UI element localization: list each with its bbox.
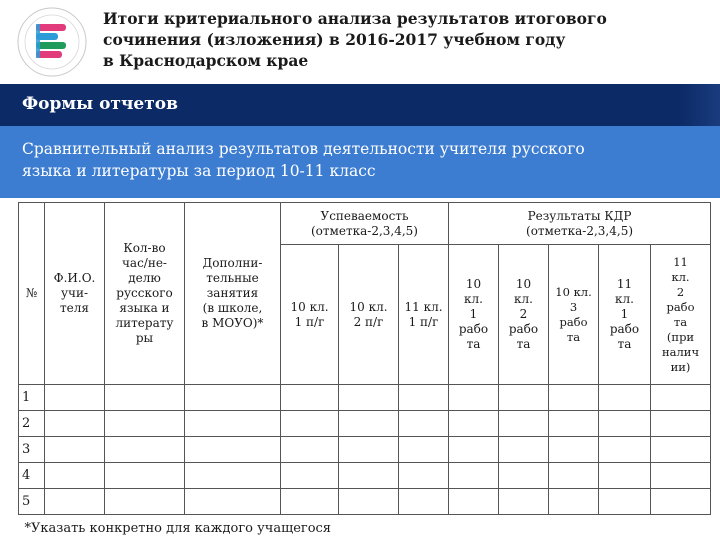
success-col-header: 10 кл. 1 п/г	[281, 245, 339, 385]
header-title-line: сочинения (изложения) в 2016-2017 учебном году	[103, 30, 566, 49]
report-table-area	[0, 202, 720, 540]
table-cell	[185, 463, 281, 489]
table-cell	[549, 463, 599, 489]
band-shade	[680, 84, 720, 126]
table-cell	[281, 385, 339, 411]
table-cell	[399, 411, 449, 437]
table-cell	[651, 489, 711, 515]
row-number: 1	[19, 385, 45, 411]
table-cell	[599, 489, 651, 515]
success-col-header: 10 кл. 2 п/г	[339, 245, 399, 385]
table-cell	[549, 437, 599, 463]
header-title-line: в Краснодарском крае	[103, 51, 309, 70]
table-cell	[399, 463, 449, 489]
subtitle-line: Сравнительный анализ результатов деятельности учителя русского	[22, 140, 585, 158]
table-cell	[449, 463, 499, 489]
table-row	[19, 411, 711, 437]
kdr-col-header: 10 кл. 3 рабо та	[549, 245, 599, 385]
table-cell	[105, 463, 185, 489]
table-cell	[105, 437, 185, 463]
table-cell	[449, 437, 499, 463]
institute-logo-icon	[16, 6, 88, 78]
report-table	[18, 202, 711, 540]
table-cell	[185, 489, 281, 515]
row-number: 2	[19, 411, 45, 437]
col-fio-header: Ф.И.О. учи- теля	[45, 203, 105, 385]
table-cell	[549, 385, 599, 411]
row-number: 3	[19, 437, 45, 463]
table-cell	[185, 411, 281, 437]
table-cell	[499, 437, 549, 463]
kdr-col-header: 11 кл. 2 рабо та (при налич ии)	[651, 245, 711, 385]
col-hours-header: Кол-во час/не- делю русского языка и литерату ры	[105, 203, 185, 385]
slide-header	[0, 0, 720, 82]
table-cell	[499, 463, 549, 489]
table-cell	[45, 411, 105, 437]
table-cell	[599, 411, 651, 437]
section-title: Формы отчетов	[22, 94, 178, 114]
kdr-col-header: 10 кл. 2 рабо та	[499, 245, 549, 385]
table-row	[19, 489, 711, 515]
footnote: *Указать конкретно для каждого учащегося	[19, 515, 711, 540]
table-cell	[651, 437, 711, 463]
table-cell	[651, 385, 711, 411]
table-cell	[599, 463, 651, 489]
table-cell	[185, 437, 281, 463]
header-title	[103, 8, 703, 71]
table-cell	[45, 385, 105, 411]
table-cell	[399, 489, 449, 515]
row-number: 5	[19, 489, 45, 515]
success-col-header: 11 кл. 1 п/г	[399, 245, 449, 385]
table-cell	[339, 385, 399, 411]
subtitle-line: языка и литературы за период 10-11 класс	[22, 162, 376, 180]
footnote-row	[19, 515, 711, 540]
kdr-col-header: 10 кл. 1 рабо та	[449, 245, 499, 385]
col-number-header: №	[19, 203, 45, 385]
table-row	[19, 385, 711, 411]
table-row	[19, 463, 711, 489]
header-row-groups	[19, 203, 711, 245]
table-cell	[449, 385, 499, 411]
group-kdr-header: Результаты КДР (отметка-2,3,4,5)	[449, 203, 711, 245]
header-title-line: Итоги критериального анализа результатов итогового	[103, 9, 607, 28]
table-cell	[449, 489, 499, 515]
table-cell	[45, 463, 105, 489]
table-cell	[281, 437, 339, 463]
table-cell	[499, 411, 549, 437]
table-cell	[105, 489, 185, 515]
subtitle-text	[22, 138, 702, 182]
table-cell	[549, 411, 599, 437]
table-cell	[599, 385, 651, 411]
table-cell	[599, 437, 651, 463]
table-cell	[185, 385, 281, 411]
col-extra-header: Дополни- тельные занятия (в школе, в МОУО)*	[185, 203, 281, 385]
row-number: 4	[19, 463, 45, 489]
table-cell	[45, 489, 105, 515]
table-cell	[339, 463, 399, 489]
table-cell	[281, 489, 339, 515]
table-cell	[281, 411, 339, 437]
table-cell	[399, 385, 449, 411]
table-cell	[399, 437, 449, 463]
table-cell	[105, 411, 185, 437]
table-cell	[339, 437, 399, 463]
table-cell	[105, 385, 185, 411]
table-cell	[45, 437, 105, 463]
table-cell	[549, 489, 599, 515]
table-cell	[499, 385, 549, 411]
table-row	[19, 437, 711, 463]
table-cell	[339, 489, 399, 515]
table-cell	[499, 489, 549, 515]
table-cell	[281, 463, 339, 489]
table-cell	[651, 463, 711, 489]
kdr-col-header: 11 кл. 1 рабо та	[599, 245, 651, 385]
table-cell	[339, 411, 399, 437]
table-cell	[449, 411, 499, 437]
subtitle-band	[0, 126, 720, 198]
table-cell	[651, 411, 711, 437]
section-band	[0, 84, 720, 126]
group-success-header: Успеваемость (отметка-2,3,4,5)	[281, 203, 449, 245]
